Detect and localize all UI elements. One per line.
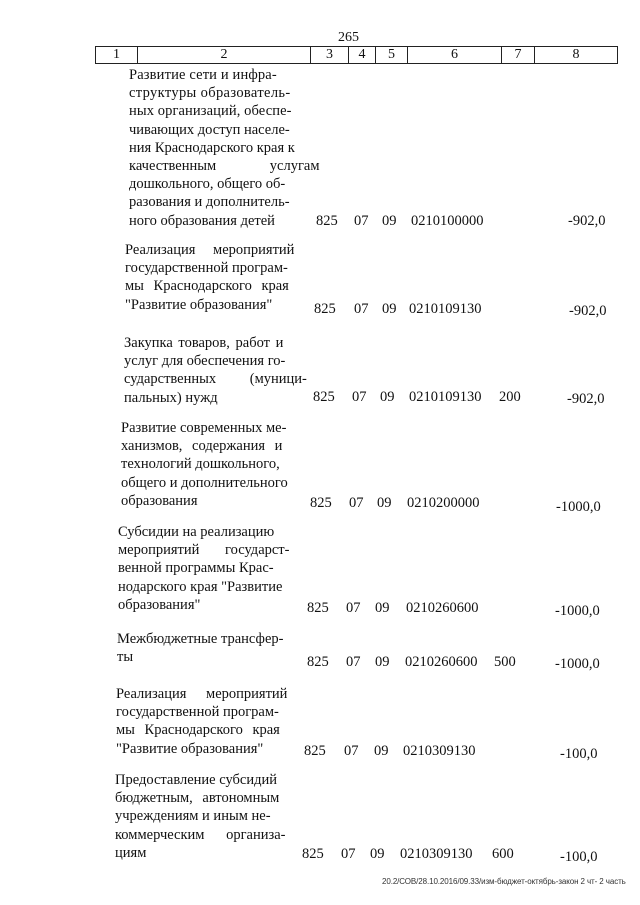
description-line: структуры образователь- xyxy=(129,85,291,102)
description-line: разования и дополнитель- xyxy=(129,194,290,211)
description-line: образования" xyxy=(118,596,201,613)
row-description xyxy=(124,334,307,407)
row-description xyxy=(115,771,285,862)
description-line: Реализация мероприятий xyxy=(125,242,295,258)
header-col-8: 8 xyxy=(534,46,618,64)
header-col-1: 1 xyxy=(95,46,138,64)
cell-col-8: -902,0 xyxy=(569,303,607,319)
row-description xyxy=(117,630,283,666)
description-line: технологий дошкольного, xyxy=(121,456,280,473)
header-col-6: 6 xyxy=(407,46,502,64)
description-line: бюджетным, автономным xyxy=(115,790,280,807)
row-description xyxy=(125,241,294,314)
description-line: коммерческим организа- xyxy=(115,826,286,843)
description-line: ных организаций, обеспе- xyxy=(129,103,292,120)
cell-col-6: 0210200000 xyxy=(407,495,480,511)
description-line: Развитие сети и инфра- xyxy=(129,67,277,83)
cell-col-6: 0210309130 xyxy=(403,743,476,759)
cell-col-3: 825 xyxy=(316,213,338,229)
cell-col-8: -902,0 xyxy=(567,391,605,407)
cell-col-8: -1000,0 xyxy=(556,499,601,515)
cell-col-4: 07 xyxy=(352,389,367,405)
description-line: образования xyxy=(121,492,198,509)
description-line: дошкольного, общего об- xyxy=(129,176,286,193)
description-line: Развитие современных ме- xyxy=(121,420,287,436)
cell-col-3: 825 xyxy=(310,495,332,511)
description-line: Субсидии на реализацию xyxy=(118,524,275,540)
description-line: ты xyxy=(117,649,134,666)
cell-col-4: 07 xyxy=(354,213,369,229)
cell-col-4: 07 xyxy=(346,600,361,616)
description-line: пальных) нужд xyxy=(124,389,218,406)
cell-col-7: 600 xyxy=(492,846,514,862)
cell-col-6: 0210109130 xyxy=(409,389,482,405)
description-line: общего и дополнительного xyxy=(121,474,288,491)
cell-col-6: 0210309130 xyxy=(400,846,473,862)
description-line: качественным услугам xyxy=(129,158,320,175)
row-description xyxy=(121,419,288,510)
cell-col-5: 09 xyxy=(380,389,395,405)
description-line: Межбюджетные трансфер- xyxy=(117,631,284,647)
description-line: государственной програм- xyxy=(125,260,288,277)
description-line: чивающих доступ населе- xyxy=(129,121,290,138)
description-line: "Развитие образования" xyxy=(125,296,273,313)
cell-col-5: 09 xyxy=(375,600,390,616)
row-description xyxy=(116,685,287,758)
cell-col-8: -100,0 xyxy=(560,849,598,865)
cell-col-5: 09 xyxy=(375,654,390,670)
cell-col-5: 09 xyxy=(382,301,397,317)
description-line: мероприятий государст- xyxy=(118,542,290,559)
cell-col-3: 825 xyxy=(302,846,324,862)
description-line: Закупка товаров, работ и xyxy=(124,335,284,351)
footer-note: 20.2/СОВ/28.10.2016/09.33/изм-бюджет-октябрь-закон 2 чт- 2 часть xyxy=(382,877,626,886)
row-description xyxy=(118,523,289,614)
cell-col-4: 07 xyxy=(346,654,361,670)
cell-col-8: -902,0 xyxy=(568,213,606,229)
cell-col-3: 825 xyxy=(313,389,335,405)
cell-col-3: 825 xyxy=(314,301,336,317)
header-col-2: 2 xyxy=(137,46,311,64)
cell-col-4: 07 xyxy=(354,301,369,317)
description-line: венной программы Крас- xyxy=(118,560,274,577)
cell-col-5: 09 xyxy=(382,213,397,229)
header-col-4: 4 xyxy=(348,46,376,64)
cell-col-4: 07 xyxy=(349,495,364,511)
cell-col-6: 0210100000 xyxy=(411,213,484,229)
cell-col-4: 07 xyxy=(341,846,356,862)
description-line: сударственных (муници- xyxy=(124,371,307,388)
description-line: Реализация мероприятий xyxy=(116,686,288,702)
cell-col-3: 825 xyxy=(304,743,326,759)
cell-col-7: 200 xyxy=(499,389,521,405)
cell-col-6: 0210260600 xyxy=(406,600,479,616)
cell-col-4: 07 xyxy=(344,743,359,759)
description-line: ного образования детей xyxy=(129,212,275,229)
description-line: ханизмов, содержания и xyxy=(121,438,283,455)
description-line: нодарского края "Развитие xyxy=(118,578,283,595)
cell-col-5: 09 xyxy=(374,743,389,759)
description-line: циям xyxy=(115,844,147,861)
page-number: 265 xyxy=(338,30,359,45)
cell-col-6: 0210260600 xyxy=(405,654,478,670)
cell-col-5: 09 xyxy=(370,846,385,862)
description-line: мы Краснодарского края xyxy=(125,278,289,295)
description-line: услуг для обеспечения го- xyxy=(124,353,286,370)
cell-col-6: 0210109130 xyxy=(409,301,482,317)
row-description xyxy=(129,66,320,230)
description-line: "Развитие образования" xyxy=(116,740,264,757)
description-line: мы Краснодарского края xyxy=(116,722,280,739)
header-col-3: 3 xyxy=(310,46,349,64)
cell-col-8: -100,0 xyxy=(560,746,598,762)
cell-col-8: -1000,0 xyxy=(555,603,600,619)
cell-col-7: 500 xyxy=(494,654,516,670)
cell-col-8: -1000,0 xyxy=(555,656,600,672)
cell-col-3: 825 xyxy=(307,600,329,616)
cell-col-5: 09 xyxy=(377,495,392,511)
header-col-7: 7 xyxy=(501,46,535,64)
description-line: учреждениям и иным не- xyxy=(115,808,271,825)
description-line: государственной програм- xyxy=(116,704,279,721)
description-line: Предоставление субсидий xyxy=(115,772,278,788)
header-col-5: 5 xyxy=(375,46,408,64)
description-line: ния Краснодарского края к xyxy=(129,139,295,156)
cell-col-3: 825 xyxy=(307,654,329,670)
